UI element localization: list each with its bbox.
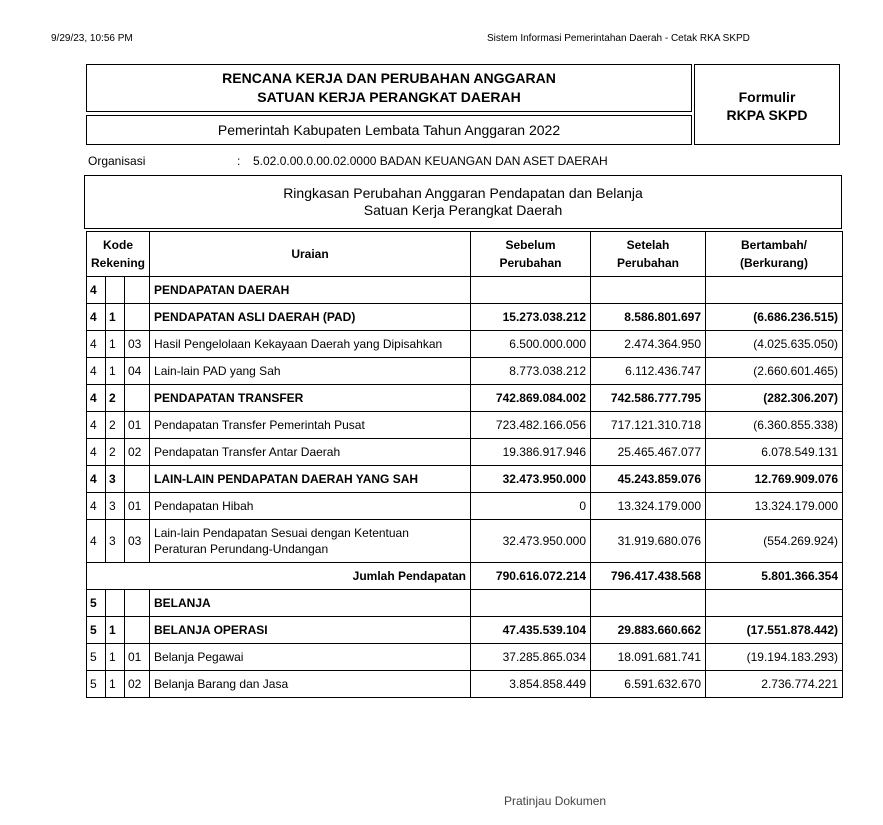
kode-3 bbox=[125, 277, 150, 304]
setelah-cell: 25.465.467.077 bbox=[591, 439, 706, 466]
sebelum-cell: 0 bbox=[471, 493, 591, 520]
kode-1: 4 bbox=[87, 493, 106, 520]
header-uraian: Uraian bbox=[150, 232, 471, 277]
kode-3 bbox=[125, 617, 150, 644]
uraian-cell: Lain-lain PAD yang Sah bbox=[150, 358, 471, 385]
organisasi-label: Organisasi bbox=[88, 154, 146, 168]
sebelum-cell bbox=[471, 277, 591, 304]
kode-2: 2 bbox=[106, 385, 125, 412]
table-row bbox=[87, 385, 843, 412]
kode-3: 03 bbox=[125, 520, 150, 563]
setelah-cell: 6.112.436.747 bbox=[591, 358, 706, 385]
selisih-cell: (4.025.635.050) bbox=[706, 331, 843, 358]
kode-2: 2 bbox=[106, 439, 125, 466]
uraian-cell: BELANJA OPERASI bbox=[150, 617, 471, 644]
table-row bbox=[87, 358, 843, 385]
uraian-cell: Pendapatan Transfer Antar Daerah bbox=[150, 439, 471, 466]
kode-1: 5 bbox=[87, 671, 106, 698]
organisasi-colon: : bbox=[237, 154, 241, 168]
kode-1: 4 bbox=[87, 331, 106, 358]
setelah-cell: 742.586.777.795 bbox=[591, 385, 706, 412]
table-row bbox=[87, 493, 843, 520]
total-sebelum: 790.616.072.214 bbox=[471, 563, 591, 590]
document-title bbox=[86, 64, 692, 112]
sebelum-cell: 32.473.950.000 bbox=[471, 520, 591, 563]
setelah-cell bbox=[591, 590, 706, 617]
table-row bbox=[87, 331, 843, 358]
total-selisih: 5.801.366.354 bbox=[706, 563, 843, 590]
setelah-cell: 18.091.681.741 bbox=[591, 644, 706, 671]
selisih-cell: (17.551.878.442) bbox=[706, 617, 843, 644]
kode-2: 1 bbox=[106, 331, 125, 358]
kode-2: 2 bbox=[106, 412, 125, 439]
selisih-cell: 2.736.774.221 bbox=[706, 671, 843, 698]
table-row bbox=[87, 590, 843, 617]
setelah-cell bbox=[591, 277, 706, 304]
kode-3 bbox=[125, 590, 150, 617]
selisih-cell: (282.306.207) bbox=[706, 385, 843, 412]
table-row bbox=[87, 304, 843, 331]
selisih-cell: 12.769.909.076 bbox=[706, 466, 843, 493]
selisih-cell bbox=[706, 277, 843, 304]
kode-3: 02 bbox=[125, 671, 150, 698]
sebelum-cell: 19.386.917.946 bbox=[471, 439, 591, 466]
kode-1: 5 bbox=[87, 644, 106, 671]
sebelum-cell: 3.854.858.449 bbox=[471, 671, 591, 698]
selisih-cell: 13.324.179.000 bbox=[706, 493, 843, 520]
kode-2: 3 bbox=[106, 466, 125, 493]
organisasi-value: 5.02.0.00.0.00.02.0000 BADAN KEUANGAN DAN ASET DAERAH bbox=[253, 154, 608, 168]
uraian-line-2: Peraturan Perundang-Undangan bbox=[154, 542, 329, 556]
uraian-cell: PENDAPATAN DAERAH bbox=[150, 277, 471, 304]
title-line-2: SATUAN KERJA PERANGKAT DAERAH bbox=[257, 89, 521, 105]
print-system-title: Sistem Informasi Pemerintahan Daerah - Cetak RKA SKPD bbox=[487, 33, 750, 44]
header-bertambah-berkurang: Bertambah/ (Berkurang) bbox=[706, 232, 843, 277]
kode-1: 4 bbox=[87, 466, 106, 493]
table-row bbox=[87, 439, 843, 466]
kode-3: 03 bbox=[125, 331, 150, 358]
kode-2: 1 bbox=[106, 617, 125, 644]
uraian-line-1: Lain-lain Pendapatan Sesuai dengan Ketentuan bbox=[154, 526, 409, 540]
selisih-cell: (2.660.601.465) bbox=[706, 358, 843, 385]
sebelum-cell: 32.473.950.000 bbox=[471, 466, 591, 493]
sebelum-cell: 742.869.084.002 bbox=[471, 385, 591, 412]
total-label: Jumlah Pendapatan bbox=[87, 563, 471, 590]
kode-1: 5 bbox=[87, 617, 106, 644]
summary-line-2: Satuan Kerja Perangkat Daerah bbox=[363, 202, 563, 218]
kode-3 bbox=[125, 385, 150, 412]
form-code-box bbox=[694, 64, 840, 145]
kode-3: 04 bbox=[125, 358, 150, 385]
uraian-cell: Belanja Pegawai bbox=[150, 644, 471, 671]
kode-2: 1 bbox=[106, 304, 125, 331]
summary-title bbox=[84, 175, 842, 229]
print-datetime: 9/29/23, 10:56 PM bbox=[51, 33, 133, 44]
selisih-cell: (19.194.183.293) bbox=[706, 644, 843, 671]
selisih-cell: (6.686.236.515) bbox=[706, 304, 843, 331]
setelah-cell: 8.586.801.697 bbox=[591, 304, 706, 331]
kode-3 bbox=[125, 304, 150, 331]
sebelum-cell: 15.273.038.212 bbox=[471, 304, 591, 331]
selisih-cell: (554.269.924) bbox=[706, 520, 843, 563]
header-setelah-perubahan: Setelah Perubahan bbox=[591, 232, 706, 277]
kode-2: 1 bbox=[106, 358, 125, 385]
setelah-cell: 29.883.660.662 bbox=[591, 617, 706, 644]
sebelum-cell: 723.482.166.056 bbox=[471, 412, 591, 439]
kode-2: 1 bbox=[106, 644, 125, 671]
setelah-cell: 717.121.310.718 bbox=[591, 412, 706, 439]
header-sebelum-perubahan: Sebelum Perubahan bbox=[471, 232, 591, 277]
uraian-cell: Hasil Pengelolaan Kekayaan Daerah yang Dipisahkan bbox=[150, 331, 471, 358]
uraian-cell: PENDAPATAN TRANSFER bbox=[150, 385, 471, 412]
total-row bbox=[87, 563, 843, 590]
table-row bbox=[87, 466, 843, 493]
setelah-cell: 45.243.859.076 bbox=[591, 466, 706, 493]
sebelum-cell: 47.435.539.104 bbox=[471, 617, 591, 644]
kode-2 bbox=[106, 590, 125, 617]
document-preview-label: Pratinjau Dokumen bbox=[504, 794, 607, 808]
kode-1: 4 bbox=[87, 277, 106, 304]
kode-2 bbox=[106, 277, 125, 304]
setelah-cell: 31.919.680.076 bbox=[591, 520, 706, 563]
kode-2: 1 bbox=[106, 671, 125, 698]
kode-1: 4 bbox=[87, 385, 106, 412]
uraian-cell: LAIN-LAIN PENDAPATAN DAERAH YANG SAH bbox=[150, 466, 471, 493]
table-row bbox=[87, 277, 843, 304]
table-row bbox=[87, 520, 843, 563]
title-line-1: RENCANA KERJA DAN PERUBAHAN ANGGARAN bbox=[222, 70, 556, 86]
kode-3 bbox=[125, 466, 150, 493]
table-row bbox=[87, 412, 843, 439]
kode-1: 4 bbox=[87, 439, 106, 466]
total-setelah: 796.417.438.568 bbox=[591, 563, 706, 590]
uraian-cell bbox=[150, 520, 471, 563]
kode-3: 02 bbox=[125, 439, 150, 466]
kode-2: 3 bbox=[106, 493, 125, 520]
form-code: RKPA SKPD bbox=[726, 107, 808, 123]
sebelum-cell: 6.500.000.000 bbox=[471, 331, 591, 358]
kode-1: 4 bbox=[87, 304, 106, 331]
kode-1: 4 bbox=[87, 358, 106, 385]
setelah-cell: 13.324.179.000 bbox=[591, 493, 706, 520]
selisih-cell: 6.078.549.131 bbox=[706, 439, 843, 466]
sebelum-cell: 37.285.865.034 bbox=[471, 644, 591, 671]
kode-3: 01 bbox=[125, 644, 150, 671]
kode-3: 01 bbox=[125, 493, 150, 520]
uraian-cell: Belanja Barang dan Jasa bbox=[150, 671, 471, 698]
document-subtitle: Pemerintah Kabupaten Lembata Tahun Anggaran 2022 bbox=[86, 115, 692, 145]
table-row bbox=[87, 617, 843, 644]
setelah-cell: 2.474.364.950 bbox=[591, 331, 706, 358]
setelah-cell: 6.591.632.670 bbox=[591, 671, 706, 698]
table-header-row bbox=[87, 232, 843, 277]
kode-1: 5 bbox=[87, 590, 106, 617]
uraian-cell: Pendapatan Hibah bbox=[150, 493, 471, 520]
form-label: Formulir bbox=[738, 89, 796, 105]
kode-1: 4 bbox=[87, 520, 106, 563]
table-row bbox=[87, 644, 843, 671]
summary-line-1: Ringkasan Perubahan Anggaran Pendapatan dan Belanja bbox=[283, 185, 643, 201]
kode-3: 01 bbox=[125, 412, 150, 439]
selisih-cell: (6.360.855.338) bbox=[706, 412, 843, 439]
kode-2: 3 bbox=[106, 520, 125, 563]
budget-table bbox=[86, 231, 843, 698]
table-row bbox=[87, 671, 843, 698]
header-kode-rekening: Kode Rekening bbox=[87, 232, 150, 277]
uraian-cell: BELANJA bbox=[150, 590, 471, 617]
uraian-cell: Pendapatan Transfer Pemerintah Pusat bbox=[150, 412, 471, 439]
kode-1: 4 bbox=[87, 412, 106, 439]
sebelum-cell: 8.773.038.212 bbox=[471, 358, 591, 385]
sebelum-cell bbox=[471, 590, 591, 617]
uraian-cell: PENDAPATAN ASLI DAERAH (PAD) bbox=[150, 304, 471, 331]
selisih-cell bbox=[706, 590, 843, 617]
